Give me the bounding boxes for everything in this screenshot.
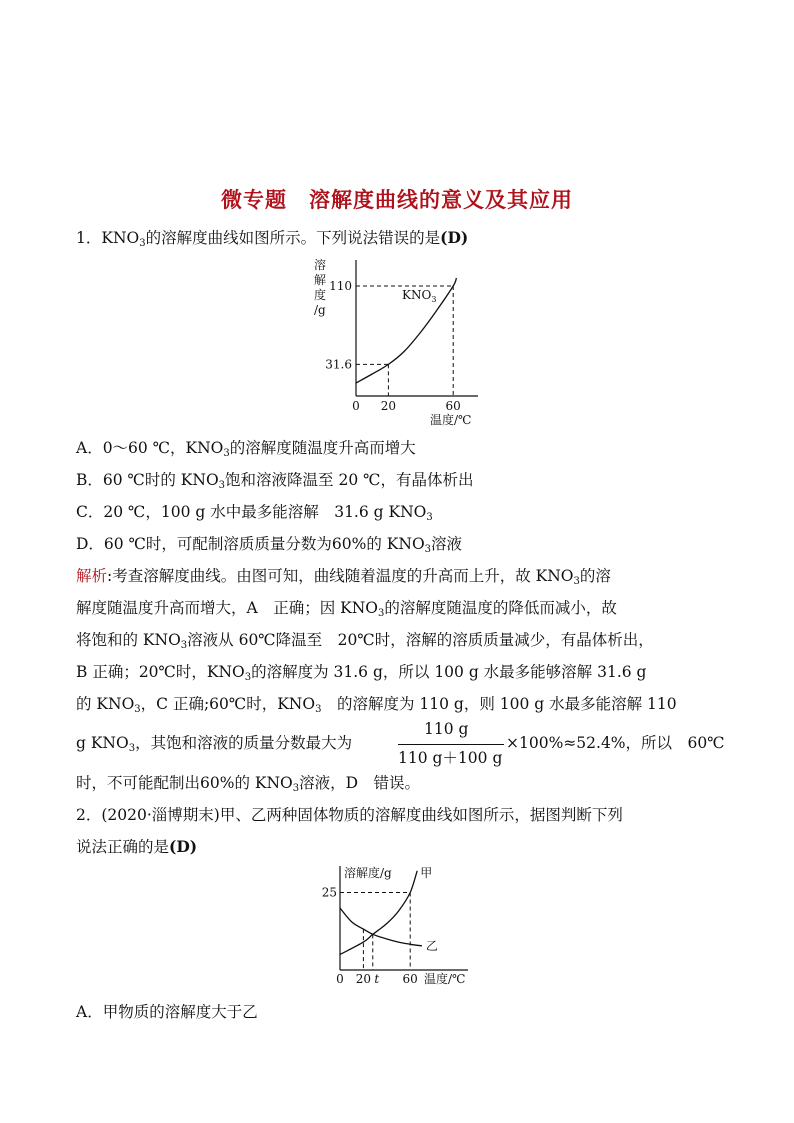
chart1-xtick-20: 20 xyxy=(380,399,397,413)
chart2-xtick-60: 60 xyxy=(402,972,418,986)
q1-analysis-line-6: g $KNO_3$，其饱和溶液的质量分数最大为 xyxy=(76,734,353,754)
chart2-series-yi xyxy=(340,908,422,946)
chart2-ytick-25: 25 xyxy=(321,885,337,900)
q1-option-d: D．60 ℃时，可配制溶质质量分数为60%的 $KNO_3$溶液 xyxy=(76,535,463,555)
chart1-ytick-31.6: 31.6 xyxy=(325,357,352,372)
chart1-xtick-60: 60 xyxy=(445,399,461,413)
chart1-ylabel-2: 解 xyxy=(314,273,327,287)
q1-answer: (D) xyxy=(440,228,469,247)
mass-fraction-formula xyxy=(398,720,504,768)
q1-option-c: C．20 ℃，100 g 水中最多能溶解 31.6 g $KNO_3$ xyxy=(76,503,433,523)
kno3-solubility-chart xyxy=(300,252,490,432)
chart1-ylabel-3: 度 xyxy=(314,288,327,302)
fraction-bar xyxy=(398,744,504,745)
chart2-label-jia: 甲 xyxy=(420,865,433,880)
q1-analysis-line-4: B 正确；20℃时，$KNO_3$的溶解度为 31.6 g，所以 100 g 水最多能够溶解 31.6 g xyxy=(76,663,647,683)
q1-analysis-line-5: 的 $KNO_3$，C 正确;60℃时，$KNO_3$ 的溶解度为 110 g，则 100 g 水最多能溶解 110 xyxy=(76,695,677,715)
fraction-denominator: 110 g＋100 g xyxy=(398,749,503,767)
chart2-xtick-t: t xyxy=(374,972,380,986)
chart2-series-jia xyxy=(340,871,417,955)
q1-analysis-line-1: 解析:考查溶解度曲线。由图可知，曲线随着温度的升高而上升，故 $KNO_3$的溶 xyxy=(76,567,611,587)
q1-option-b: B．60 ℃时的 $KNO_3$饱和溶液降温至 20 ℃，有晶体析出 xyxy=(76,471,474,491)
chart1-ytick-110: 110 xyxy=(329,279,352,293)
q2-stem-line-1: 2．(2020·淄博期末)甲、乙两种固体物质的溶解度曲线如图所示，据图判断下列 xyxy=(76,806,623,824)
q1-analysis-line-7: 时，不可能配制出60%的 $KNO_3$溶液，D 错误。 xyxy=(76,774,421,794)
chart2-label-yi: 乙 xyxy=(425,938,438,953)
chart1-xtick-0: 0 xyxy=(352,399,360,413)
chart2-xlabel: 温度/℃ xyxy=(424,972,466,986)
q2-answer: (D) xyxy=(169,837,198,856)
chart2-xtick-0: 0 xyxy=(336,972,344,986)
q1-stem: 1．$KNO_3$的溶解度曲线如图所示。下列说法错误的是(D) xyxy=(76,228,469,249)
q2-stem-line-2: 说法正确的是(D) xyxy=(76,837,198,856)
q1-analysis-line-6-tail: ×100%≈52.4%，所以 60℃ xyxy=(506,734,725,752)
q2-option-a: A．甲物质的溶解度大于乙 xyxy=(76,1003,258,1021)
jia-yi-solubility-chart xyxy=(318,860,478,990)
chart1-xlabel: 温度/℃ xyxy=(430,413,472,427)
fraction-numerator: 110 g xyxy=(424,720,469,738)
analysis-label: 解析 xyxy=(76,567,108,585)
q1-analysis-line-2: 解度随温度升高而增大，A 正确；因 $KNO_3$的溶解度随温度的降低而减小，故 xyxy=(76,599,617,619)
chart2-xtick-20: 20 xyxy=(355,972,372,986)
chart1-ylabel-4: /g xyxy=(314,303,326,317)
q1-analysis-line-3: 将饱和的 $KNO_3$溶液从 60℃降温至 20℃时，溶解的溶质质量减少，有晶体析出， xyxy=(76,631,654,651)
chart1-series-label: $KNO_3$ xyxy=(402,288,437,304)
chart1-ylabel-1: 溶 xyxy=(314,258,327,272)
page-title: 微专题 溶解度曲线的意义及其应用 xyxy=(221,188,573,212)
q1-option-a: A．0～60 ℃，$KNO_3$的溶解度随温度升高而增大 xyxy=(76,439,416,459)
chart2-ylabel: 溶解度/g xyxy=(344,866,392,880)
